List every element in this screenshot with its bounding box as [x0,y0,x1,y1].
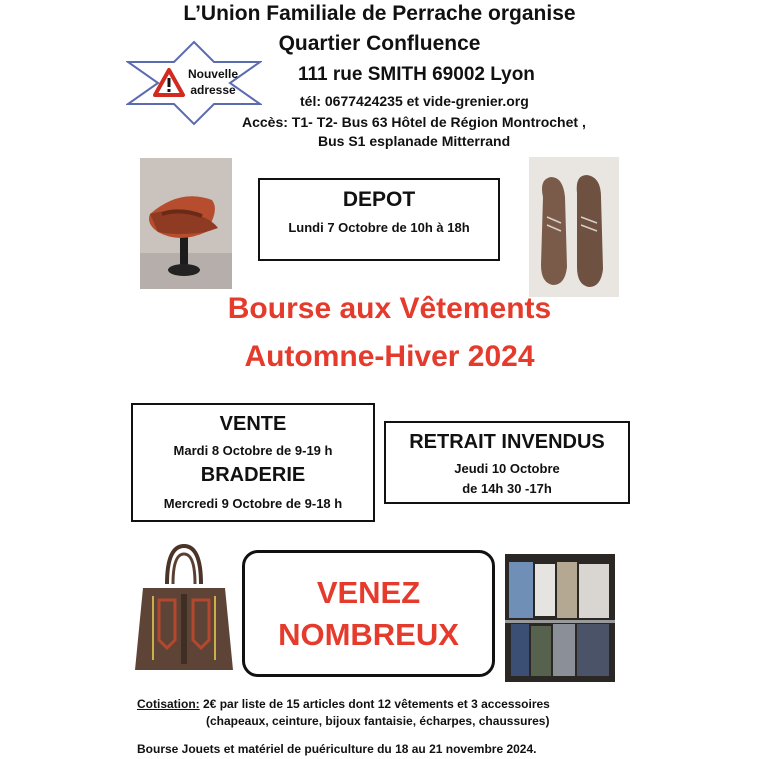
event-title-line1: Bourse aux Vêtements [227,292,552,325]
clothes-rack-image [505,554,615,682]
cotisation-label: Cotisation: [137,697,200,711]
retrait-time: de 14h 30 -17h [462,481,552,496]
cta-box [242,550,495,677]
hat-image [140,158,232,289]
bourse-jouets: Bourse Jouets et matériel de puériculture du 18 au 21 novembre 2024. [137,742,537,756]
event-title-line2: Automne-Hiver 2024 [244,340,535,373]
cta-line2: NOMBREUX [278,617,459,652]
sale-box [131,403,375,522]
retrait-heading: RETRAIT INVENDUS [409,431,605,453]
access-line2: Bus S1 esplanade Mitterrand [318,133,511,149]
telephone: tél: 0677424235 et vide-grenier.org [300,93,529,109]
badge-text [172,66,254,98]
header-line2: Quartier Confluence [278,32,481,55]
header-line1: L’Union Familiale de Perrache organise [183,2,576,25]
braderie-date: Mercredi 9 Octobre de 9-18 h [163,496,343,511]
braderie-heading: BRADERIE [200,464,306,486]
cotisation-line [137,697,550,711]
depot-date: Lundi 7 Octobre de 10h à 18h [288,220,470,235]
sale-heading: VENTE [219,413,287,435]
depot-heading: DEPOT [342,188,416,211]
shoes-image [529,157,619,297]
retrait-date: Jeudi 10 Octobre [454,461,560,476]
badge-line2: adresse [190,83,236,97]
cotisation-text: 2€ par liste de 15 articles dont 12 vêtements et 3 accessoires [199,697,550,711]
cotisation-detail: (chapeaux, ceinture, bijoux fantaisie, écharpes, chaussures) [206,714,550,728]
cta-line1: VENEZ [316,575,421,610]
address: 111 rue SMITH 69002 Lyon [298,64,535,85]
access-line1: Accès: T1- T2- Bus 63 Hôtel de Région Montrochet , [242,114,586,130]
depot-box [258,178,500,261]
badge-line1: Nouvelle [187,67,238,81]
retrait-box [384,421,630,504]
sale-date: Mardi 8 Octobre de 9-19 h [173,443,333,458]
handbag-image [131,540,237,678]
